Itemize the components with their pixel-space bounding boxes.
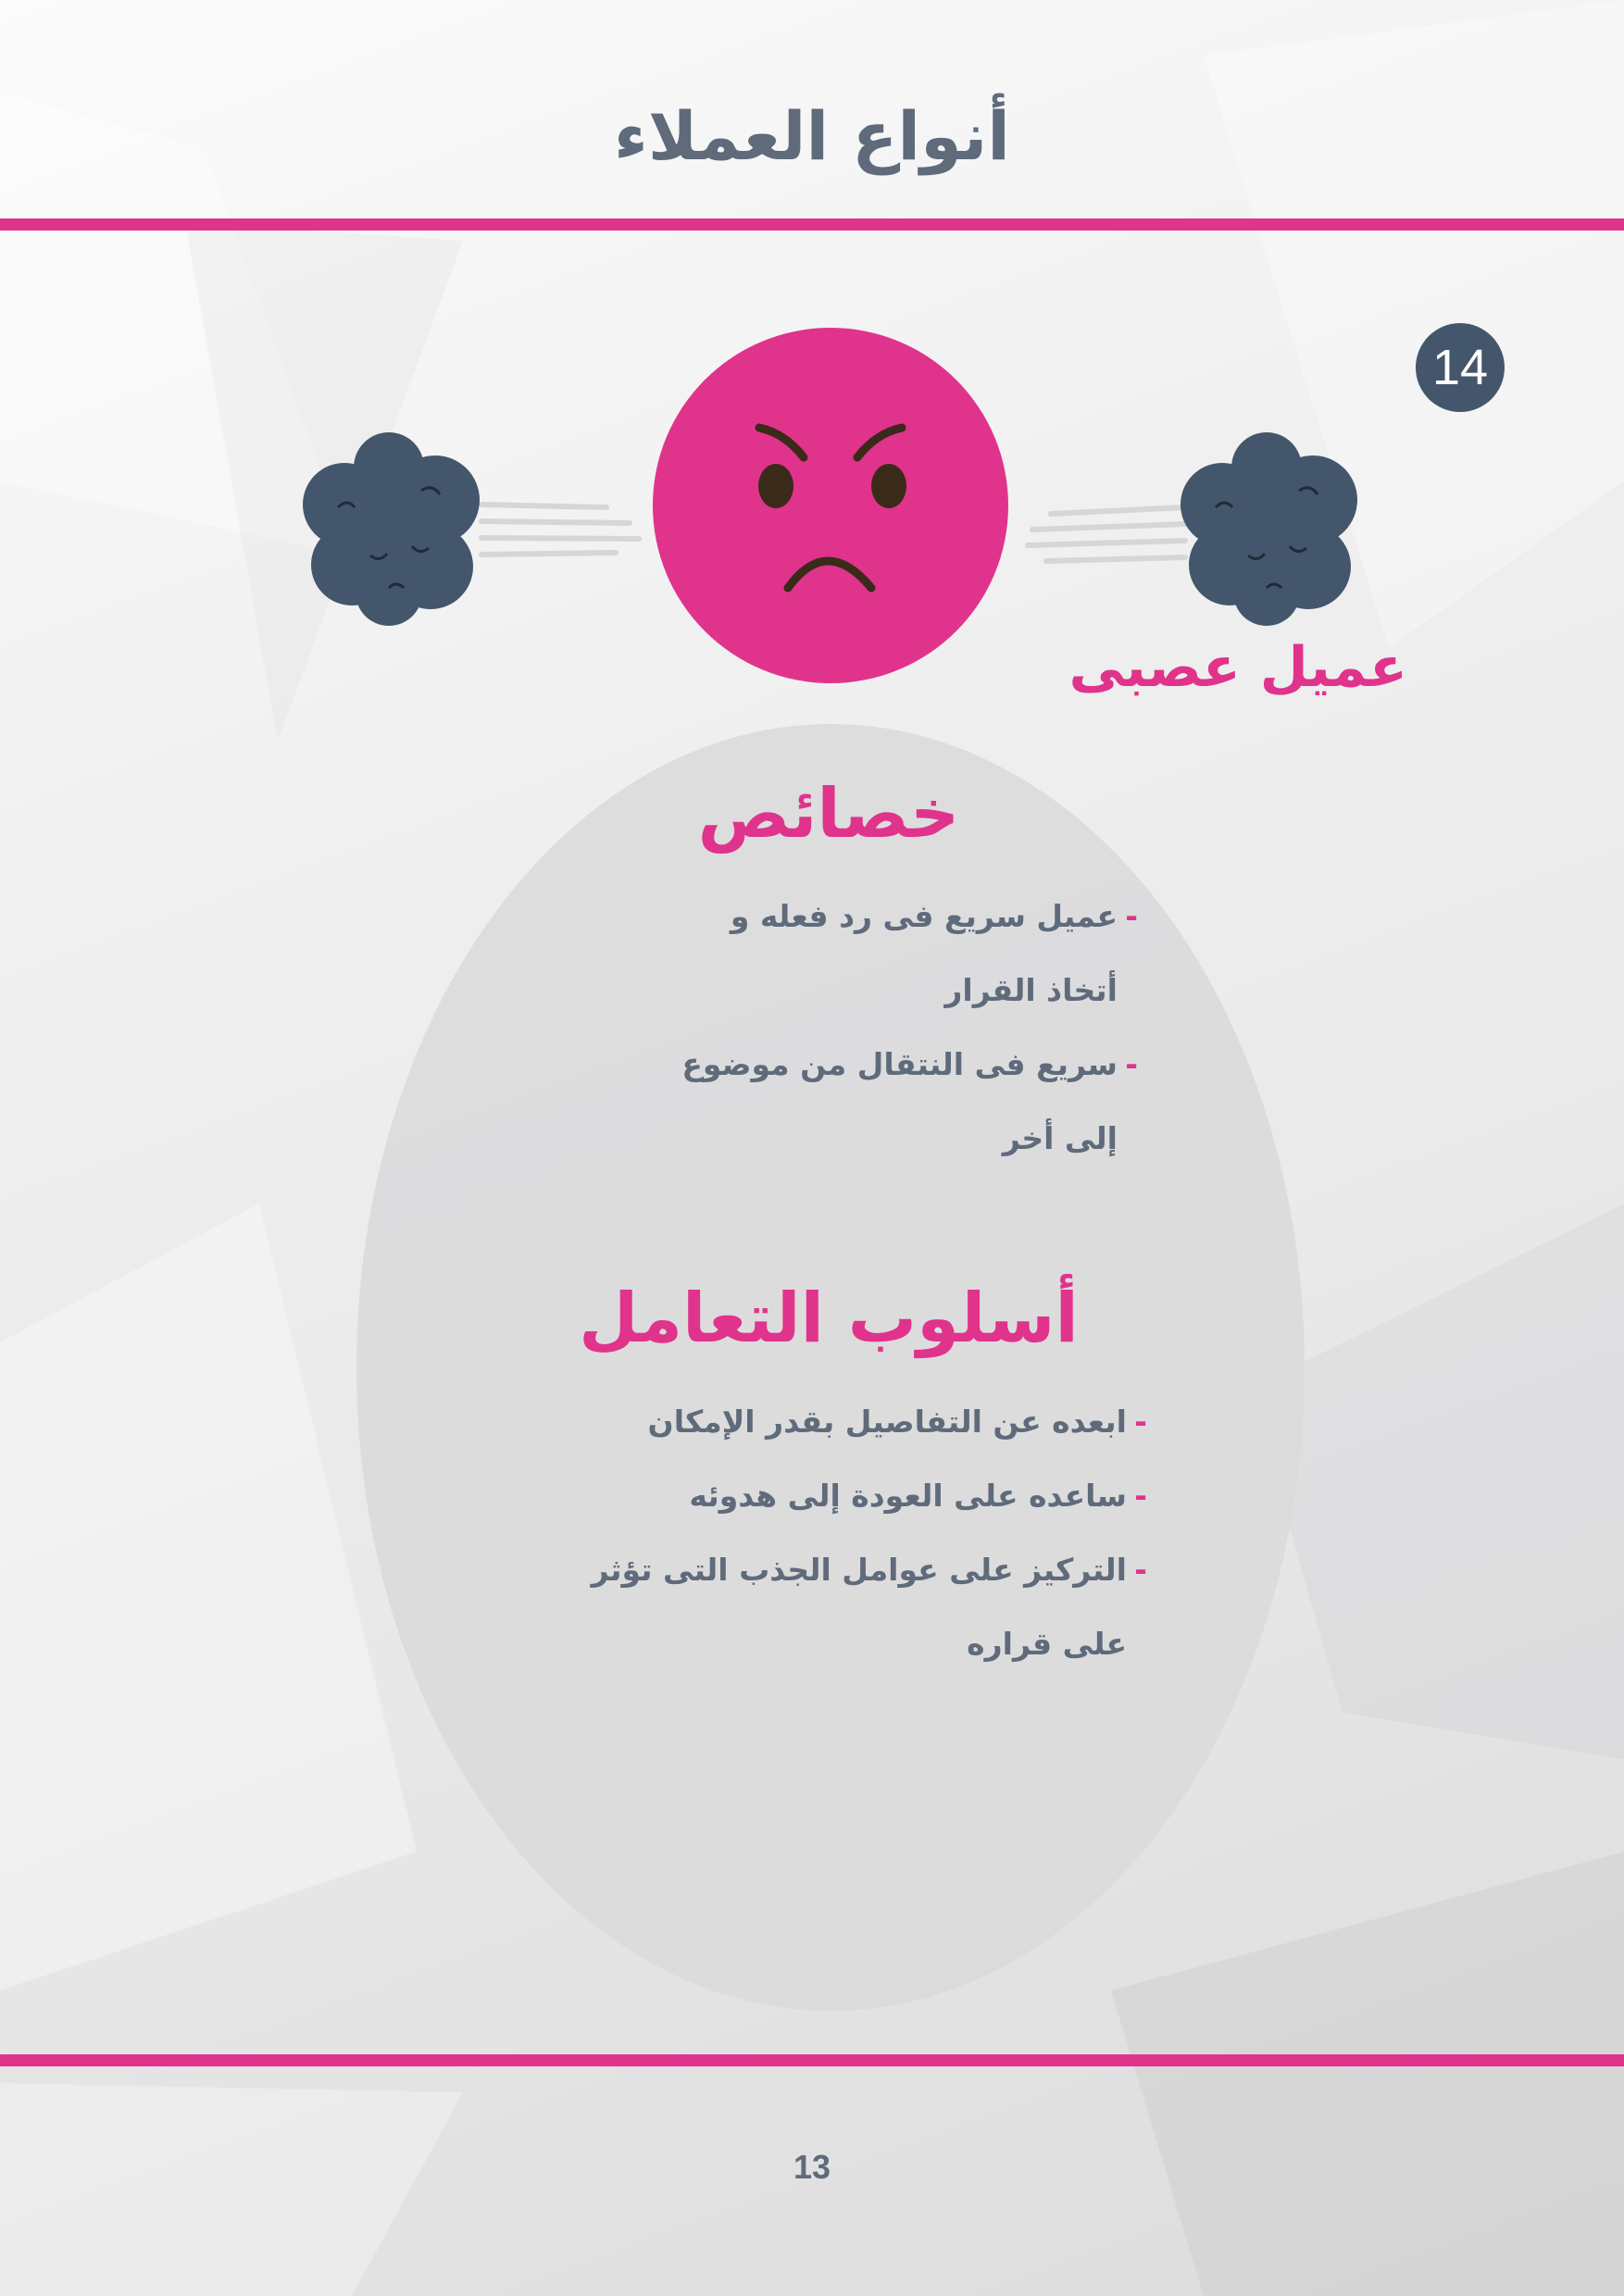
customer-type-label: عميل عصبى bbox=[1068, 635, 1407, 700]
list-item: - التركيز على عوامل الجذب التى تؤثر على قراره bbox=[591, 1552, 1147, 1662]
page-number: 13 bbox=[793, 2148, 831, 2186]
list-item: - عميل سريع فى رد فعله و أتخاذ القرار bbox=[730, 898, 1138, 1008]
handling-title: أسلوب التعامل bbox=[579, 1279, 1079, 1358]
steam-lines-left bbox=[481, 505, 639, 555]
steam-lines-right bbox=[1028, 507, 1185, 561]
steam-cloud-icon bbox=[1181, 432, 1357, 626]
list-item: - سريع فى النتقال من موضوع إلى أخر bbox=[681, 1046, 1138, 1156]
list-item: - ابعده عن التفاصيل بقدر الإمكان bbox=[647, 1404, 1147, 1440]
page-badge: 14 bbox=[1416, 323, 1505, 412]
handling-list bbox=[499, 1385, 1147, 1681]
bottom-divider bbox=[0, 2054, 1624, 2066]
characteristics-title: خصائص bbox=[697, 774, 960, 854]
angry-face-illustration bbox=[278, 315, 1389, 685]
top-divider bbox=[0, 218, 1624, 231]
page-title: أنواع العملاء bbox=[614, 97, 1010, 175]
characteristics-list bbox=[656, 880, 1138, 1176]
steam-cloud-icon bbox=[303, 432, 480, 626]
list-item: - ساعده على العودة إلى هدوئه bbox=[689, 1478, 1147, 1514]
angry-face-icon bbox=[653, 328, 1008, 683]
